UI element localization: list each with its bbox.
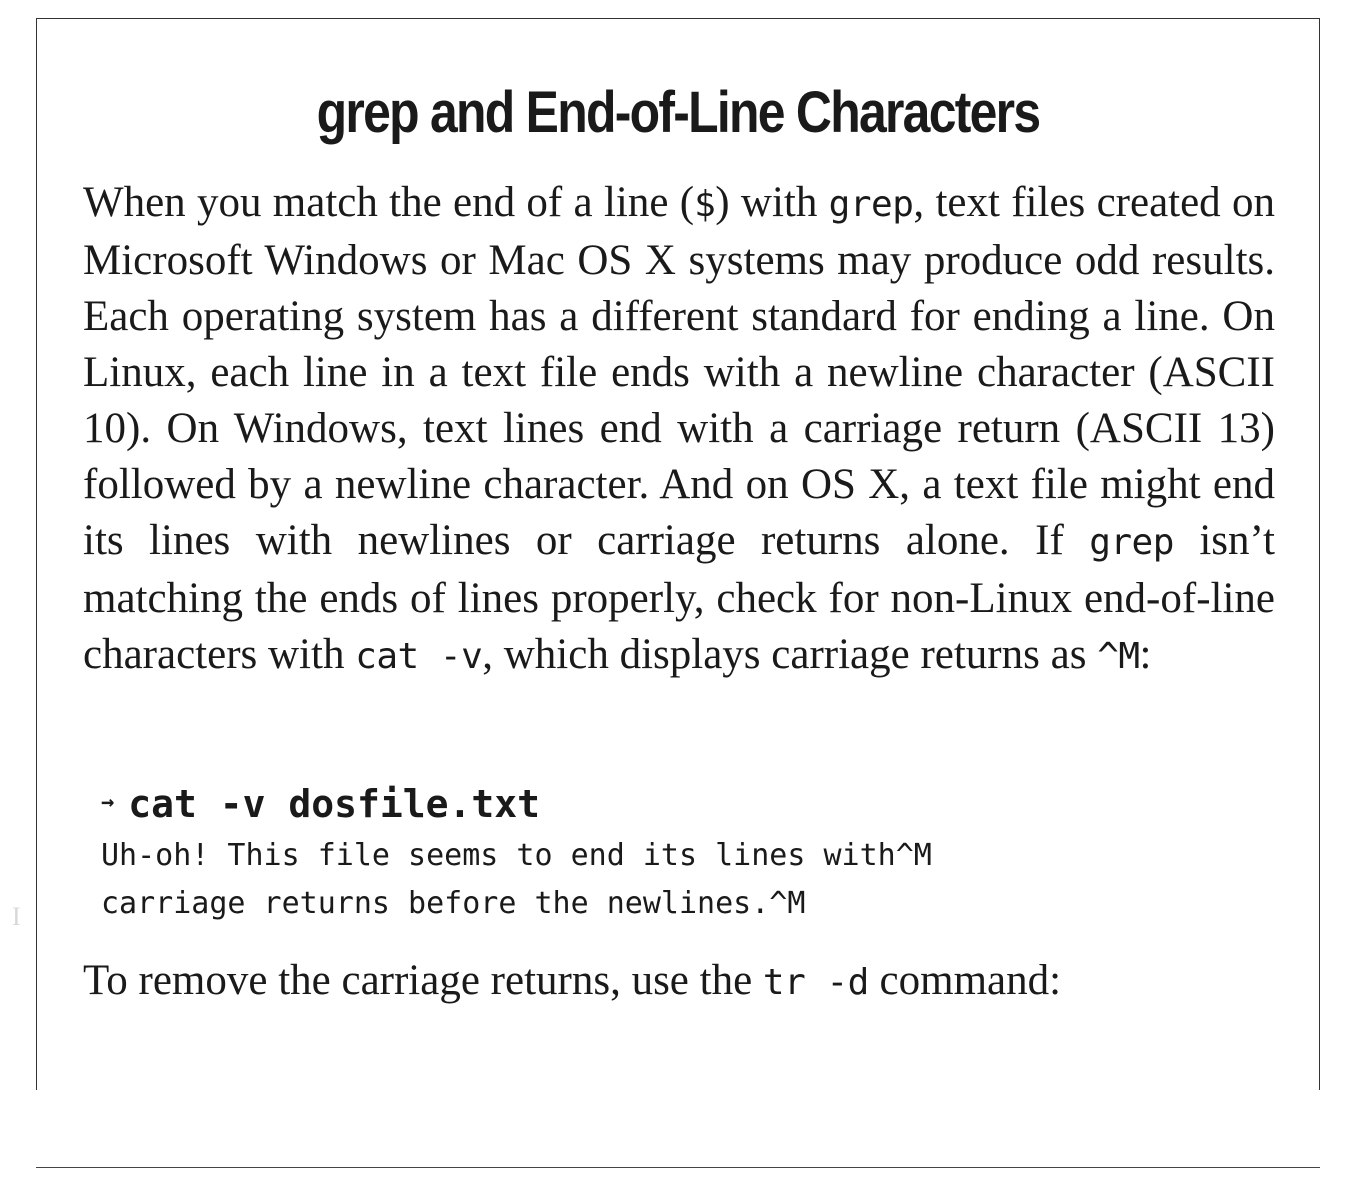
paragraph-text: ) with (715, 179, 829, 226)
paragraph-text: , which displays carriage returns as (482, 631, 1098, 678)
inline-code: grep (828, 184, 914, 225)
inline-code: $ (694, 184, 716, 225)
sidebar-title: grep and End-of-Line Characters (316, 80, 1040, 145)
sidebar-box (36, 18, 1320, 1090)
bottom-rule (36, 1167, 1320, 1168)
tail-inline-code: tr -d (762, 962, 869, 1003)
output-line-1: Uh-oh! This file seems to end its lines with^M (101, 837, 932, 873)
prompt-arrow-icon: → (101, 789, 115, 815)
command-text: cat -v dosfile.txt (128, 782, 541, 826)
paragraph-text: isn’t matching the ends of lines properly, check for non-Linux end-of-line characters with (83, 517, 1276, 678)
inline-code: cat -v (355, 636, 483, 677)
tail-paragraph (83, 953, 1275, 1011)
output-line-2: carriage returns before the newlines.^M (101, 885, 806, 921)
paragraph-text: When you match the end of a line ( (83, 179, 695, 226)
paragraph-text: : (1139, 631, 1152, 678)
tail-text-after: command: (868, 957, 1062, 1004)
tail-text-before: To remove the carriage returns, use the (83, 957, 763, 1004)
code-example (101, 779, 932, 928)
inline-code: ^M (1097, 636, 1140, 677)
paragraph-text: , text files created on Microsoft Windows or Mac OS X systems may produce odd results. Each operating system has a different standard for ending a line. On Linux, each line in a text file ends with a newline character (ASCII 10). On Windows, text lines end with a carriage return (ASCII 13) followed by a newline character. And on OS X, a text file might end its lines with newlines or carriage returns alone. If (83, 179, 1275, 564)
command-line (101, 779, 932, 832)
text-cursor-icon: I (12, 902, 21, 931)
main-paragraph (83, 175, 1275, 685)
inline-code: grep (1089, 522, 1174, 563)
